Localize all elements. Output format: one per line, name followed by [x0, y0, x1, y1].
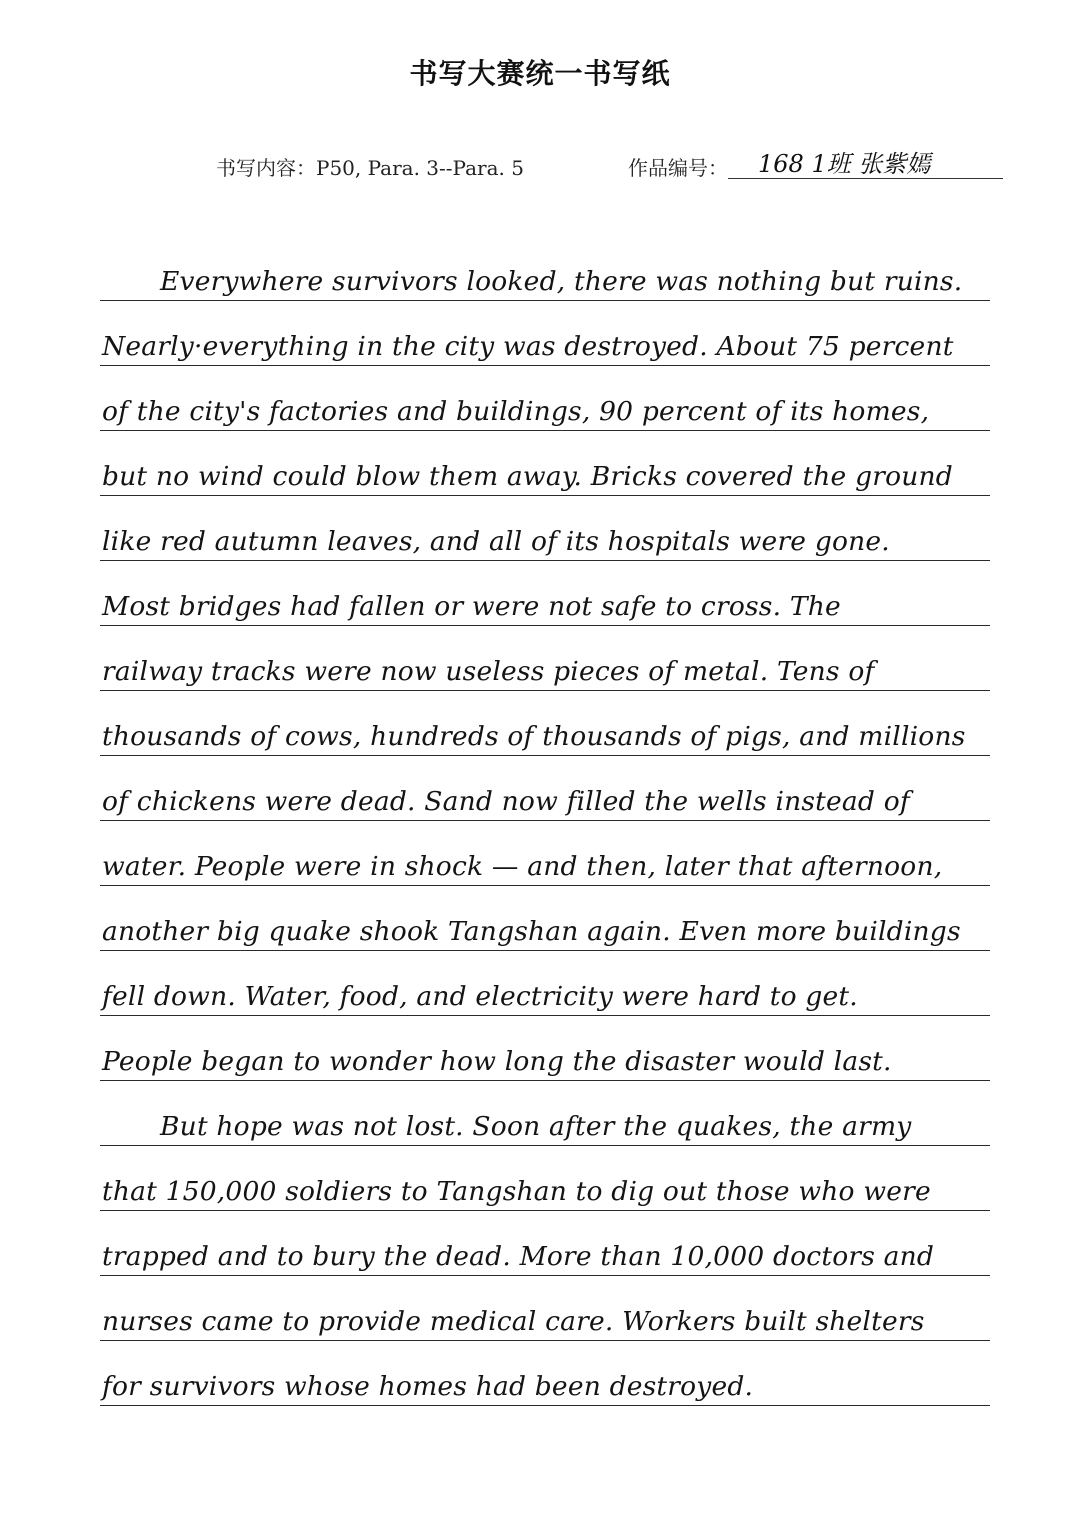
line-text: fell down. Water, food, and electricity were hard to get.	[102, 981, 858, 1012]
line-text: of the city's factories and buildings, 90 percent of its homes,	[102, 396, 930, 427]
writing-line	[100, 1276, 990, 1341]
line-text: thousands of cows, hundreds of thousands of pigs, and millions	[102, 721, 966, 752]
writing-lines	[100, 236, 990, 1406]
writing-line	[100, 496, 990, 561]
id-value: 168 1班 张紫嫣	[758, 150, 931, 178]
line-text: trapped and to bury the dead. More than 10,000 doctors and	[102, 1241, 935, 1272]
id-field	[728, 150, 1003, 181]
line-text: railway tracks were now useless pieces of metal. Tens of	[102, 656, 875, 687]
writing-line	[100, 1341, 990, 1406]
line-text: Most bridges had fallen or were not safe to cross. The	[102, 591, 841, 622]
writing-line	[100, 431, 990, 496]
content-value: P50, Para. 3--Para. 5	[316, 156, 524, 180]
writing-line	[100, 1211, 990, 1276]
line-text: for survivors whose homes had been destroyed.	[102, 1371, 754, 1402]
page-title: 书写大赛统一书写纸	[409, 57, 671, 90]
writing-line	[100, 366, 990, 431]
line-text: that 150,000 soldiers to Tangshan to dig out those who were	[102, 1176, 931, 1207]
line-text: Everywhere survivors looked, there was nothing but ruins.	[160, 266, 963, 297]
writing-line	[100, 561, 990, 626]
writing-line	[100, 1081, 990, 1146]
line-text: another big quake shook Tangshan again. Even more buildings	[102, 916, 961, 947]
line-text: But hope was not lost. Soon after the quakes, the army	[160, 1111, 912, 1142]
line-text: like red autumn leaves, and all of its hospitals were gone.	[102, 526, 890, 557]
writing-line	[100, 756, 990, 821]
writing-line	[100, 301, 990, 366]
line-text: Nearly·everything in the city was destroyed. About 75 percent	[102, 331, 954, 362]
writing-line	[100, 886, 990, 951]
line-text: nurses came to provide medical care. Workers built shelters	[102, 1306, 925, 1337]
writing-line	[100, 1016, 990, 1081]
line-text: of chickens were dead. Sand now filled the wells instead of	[102, 786, 910, 817]
content-label: 书写内容：	[216, 156, 316, 180]
writing-content-info	[216, 152, 524, 181]
line-text: but no wind could blow them away. Bricks covered the ground	[102, 461, 953, 492]
work-id-info	[628, 152, 1003, 181]
writing-line	[100, 821, 990, 886]
id-label: 作品编号：	[628, 156, 728, 180]
writing-line	[100, 951, 990, 1016]
writing-line	[100, 1146, 990, 1211]
writing-line	[100, 236, 990, 301]
writing-line	[100, 626, 990, 691]
line-text: People began to wonder how long the disaster would last.	[102, 1046, 892, 1077]
writing-line	[100, 691, 990, 756]
line-text: water. People were in shock — and then, later that afternoon,	[102, 851, 943, 882]
